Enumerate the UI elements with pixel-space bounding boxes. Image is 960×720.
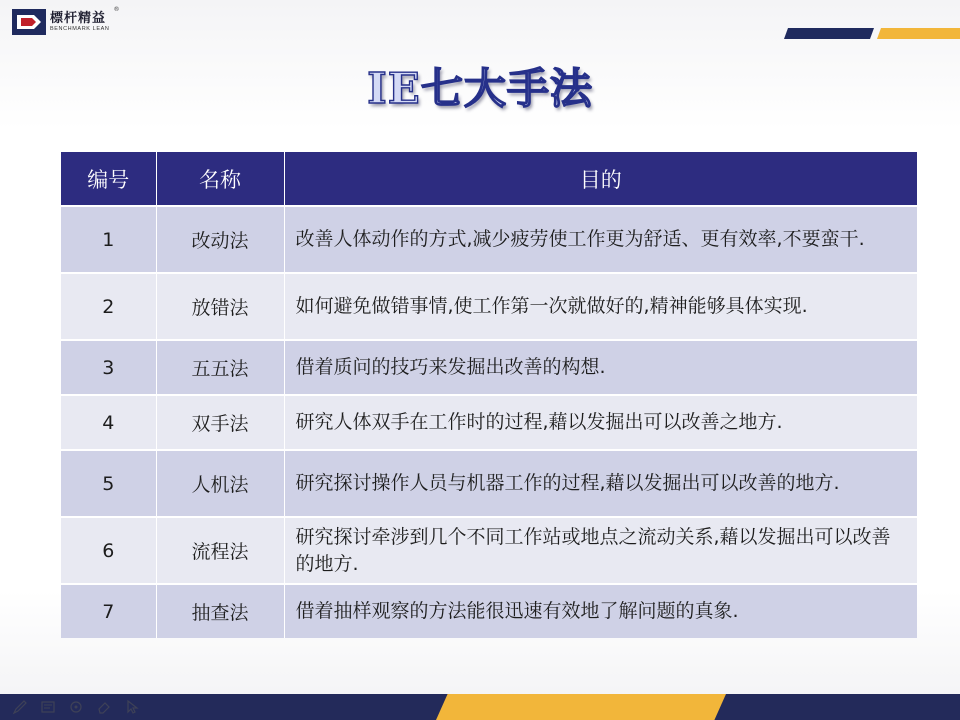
table-row [61, 584, 917, 638]
cell-number: 4 [61, 395, 156, 450]
cell-name: 流程法 [156, 517, 284, 584]
cell-name: 双手法 [156, 395, 284, 450]
slideshow-toolbar [10, 698, 142, 716]
logo-name-cn: 標杆精益 [50, 10, 107, 26]
cell-number: 1 [61, 206, 156, 273]
pointer-ring-icon[interactable] [66, 698, 86, 716]
table-row [61, 395, 917, 450]
table-row [61, 517, 917, 584]
top-accent-bar-gold [877, 28, 960, 39]
cell-purpose: 如何避免做错事情,使工作第一次就做好的,精神能够具体实现. [284, 273, 917, 340]
cell-name: 放错法 [156, 273, 284, 340]
header-number: 编号 [61, 152, 156, 206]
slides-icon[interactable] [38, 698, 58, 716]
eraser-icon[interactable] [94, 698, 114, 716]
header-purpose: 目的 [284, 152, 917, 206]
pen-icon[interactable] [10, 698, 30, 716]
table-row [61, 340, 917, 395]
logo-text [50, 12, 109, 33]
slide-title: IE七大手法 [367, 64, 593, 113]
table-row [61, 273, 917, 340]
logo-mark-icon [12, 9, 46, 35]
methods-table [61, 152, 917, 638]
cell-name: 改动法 [156, 206, 284, 273]
cell-number: 6 [61, 517, 156, 584]
cell-number: 2 [61, 273, 156, 340]
cell-name: 抽查法 [156, 584, 284, 638]
cell-purpose: 研究探讨牵涉到几个不同工作站或地点之流动关系,藉以发掘出可以改善的地方. [284, 517, 917, 584]
table-row [61, 450, 917, 517]
header-name: 名称 [156, 152, 284, 206]
company-logo [12, 8, 119, 36]
cell-number: 3 [61, 340, 156, 395]
cell-purpose: 研究探讨操作人员与机器工作的过程,藉以发掘出可以改善的地方. [284, 450, 917, 517]
logo-name-en: BENCHMARK LEAN [50, 25, 110, 32]
table-row [61, 206, 917, 273]
top-accent-bar-navy [784, 28, 874, 39]
cell-name: 五五法 [156, 340, 284, 395]
cell-number: 7 [61, 584, 156, 638]
cell-purpose: 改善人体动作的方式,减少疲劳使工作更为舒适、更有效率,不要蛮干. [284, 206, 917, 273]
cell-purpose: 借着质问的技巧来发掘出改善的构想. [284, 340, 917, 395]
table-header-row [61, 152, 917, 206]
registered-mark: ® [113, 6, 120, 13]
cell-purpose: 借着抽样观察的方法能很迅速有效地了解问题的真象. [284, 584, 917, 638]
cell-name: 人机法 [156, 450, 284, 517]
arrow-cursor-icon[interactable] [122, 698, 142, 716]
cell-number: 5 [61, 450, 156, 517]
cell-purpose: 研究人体双手在工作时的过程,藉以发掘出可以改善之地方. [284, 395, 917, 450]
bottom-accent-gold [436, 694, 726, 720]
